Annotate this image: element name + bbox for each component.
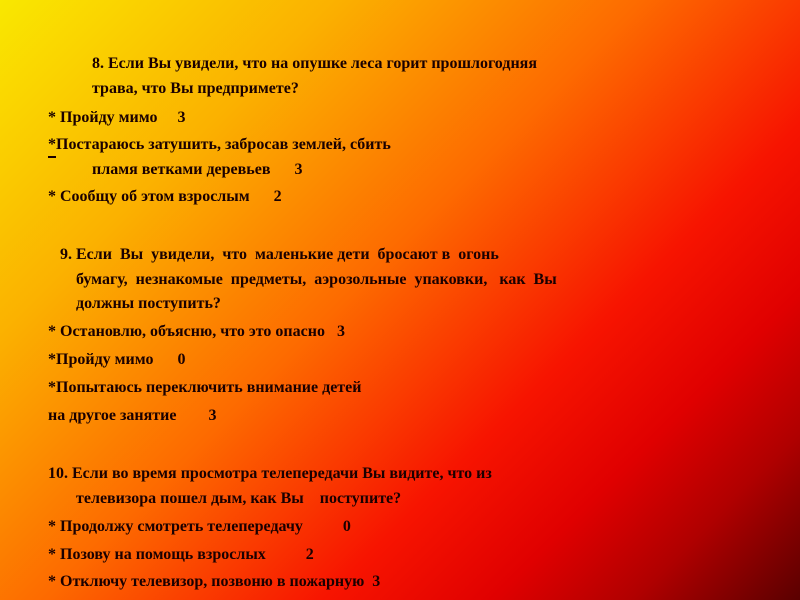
question-10-answer-1: * Продолжу смотреть телепередачу 0: [48, 518, 351, 535]
question-9-line-2: бумагу, незнакомые предметы, аэрозольные упаковки, как Вы: [76, 271, 557, 288]
question-9-line-1: 9. Если Вы увидели, что маленькие дети бросают в огонь: [60, 246, 499, 263]
question-10-answer-3: * Отключу телевизор, позвоню в пожарную 3: [48, 573, 381, 590]
question-10-line-1: 10. Если во время просмотра телепередачи Вы видите, что из: [48, 465, 492, 482]
question-8-line-1: 8. Если Вы увидели, что на опушке леса горит прошлогодняя: [92, 55, 537, 72]
question-10-line-2: телевизора пошел дым, как Вы поступите?: [76, 490, 402, 507]
question-10-answer-2: * Позову на помощь взрослых 2: [48, 546, 314, 563]
question-8-line-2: трава, что Вы предпримете?: [92, 80, 299, 97]
question-8-answer-2-line-1: *Постараюсь затушить, забросав землей, сбить: [48, 136, 391, 153]
question-8-answer-3: * Сообщу об этом взрослым 2: [48, 188, 282, 205]
bullet-dash-icon: [48, 156, 56, 158]
question-8-answer-1: * Пройду мимо 3: [48, 109, 186, 126]
question-8-answer-2-line-2: пламя ветками деревьев 3: [92, 161, 303, 178]
question-9-answer-1: * Остановлю, объясню, что это опасно 3: [48, 323, 345, 340]
question-9-line-3: должны поступить?: [76, 295, 221, 312]
question-9-answer-3-line-1: *Попытаюсь переключить внимание детей: [48, 379, 362, 396]
question-9-answer-3-line-2: на другое занятие 3: [48, 407, 217, 424]
question-9-answer-2: *Пройду мимо 0: [48, 351, 186, 368]
